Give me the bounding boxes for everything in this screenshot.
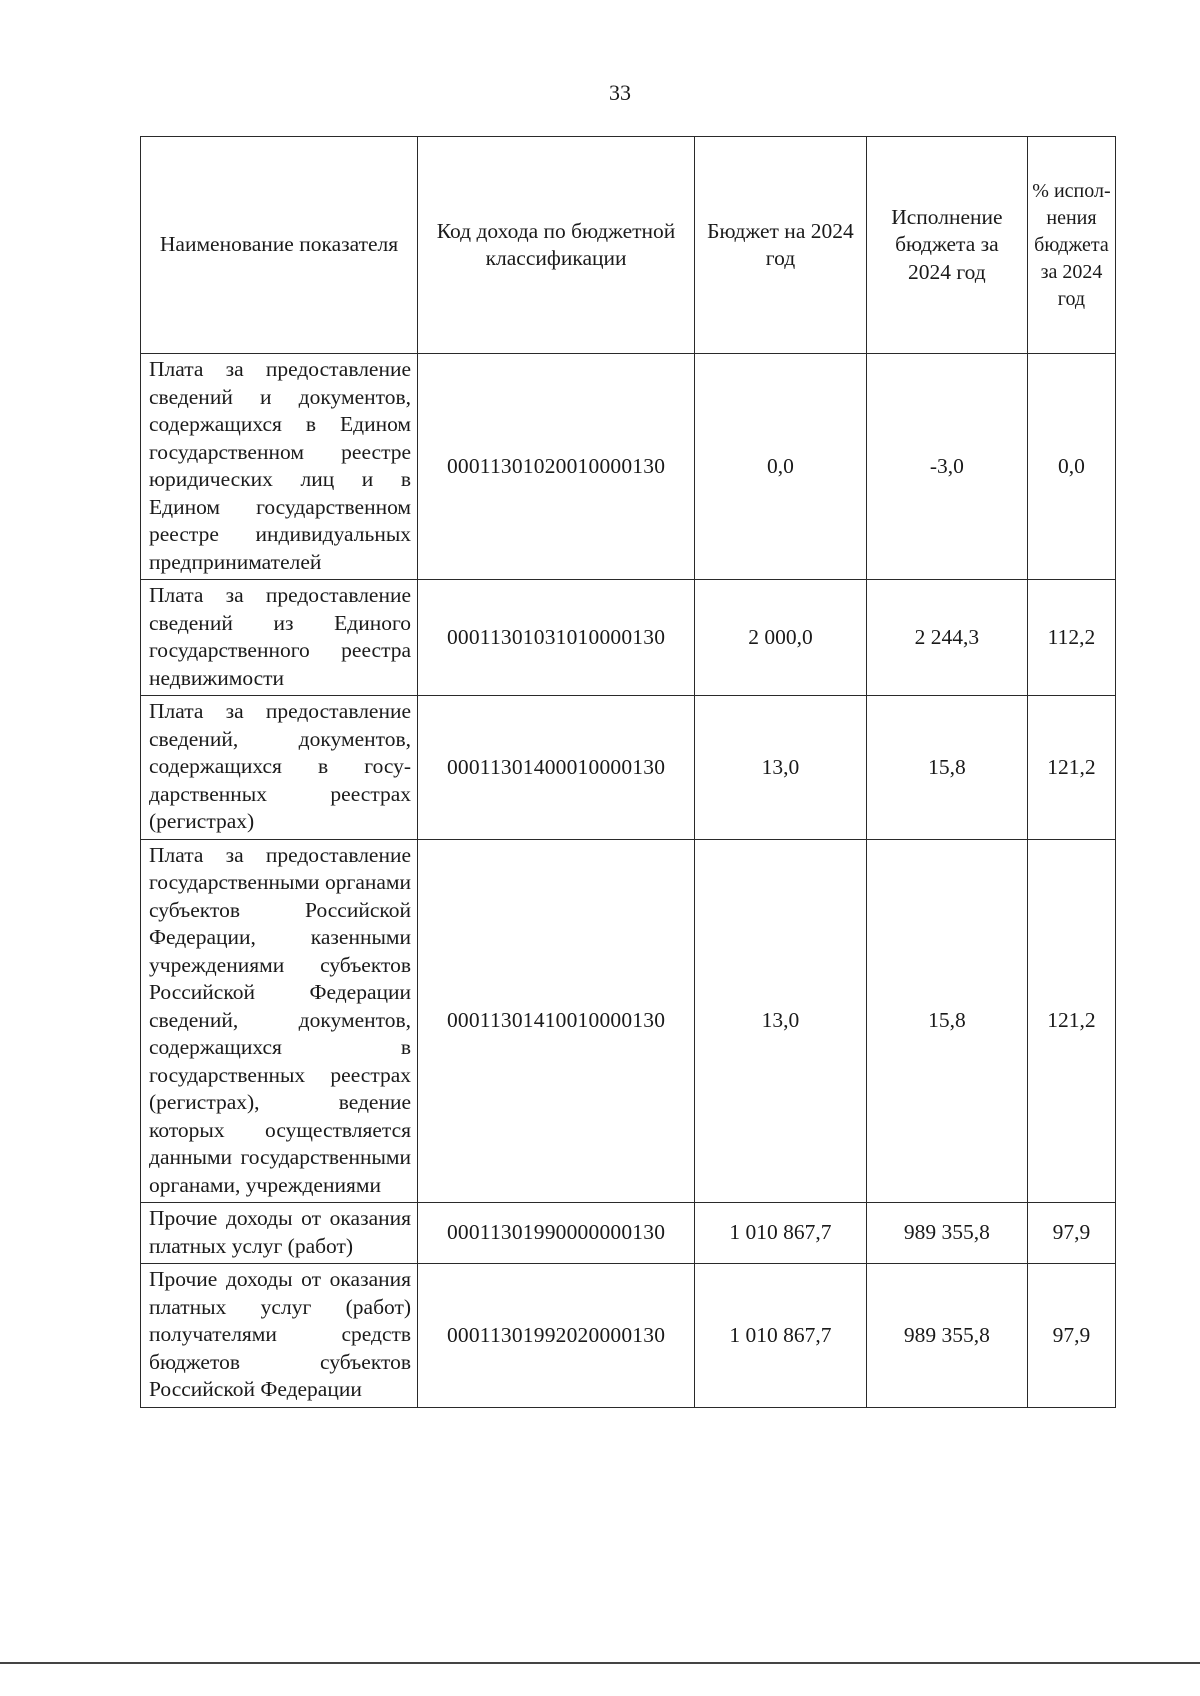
header-name: Наименование показателя — [141, 137, 418, 354]
row-name: Плата за предоставление сведений и документов, содержащихся в Едином государственном реестре юридических лиц и в Едином государственном реестре индивидуальных предпринимателей — [141, 354, 418, 580]
row-execution: 15,8 — [866, 839, 1027, 1203]
header-percent: % исполнения бюджета за 2024 год — [1027, 137, 1115, 354]
row-execution: 2 244,3 — [866, 580, 1027, 696]
row-budget: 0,0 — [695, 354, 867, 580]
row-code: 00011301031010000130 — [418, 580, 695, 696]
row-code: 00011301400010000130 — [418, 696, 695, 840]
header-execution: Исполнение бюджета за 2024 год — [866, 137, 1027, 354]
table-row — [141, 839, 1116, 1203]
row-percent: 97,9 — [1027, 1264, 1115, 1408]
table-row — [141, 696, 1116, 840]
row-execution: 989 355,8 — [866, 1264, 1027, 1408]
table-row — [141, 580, 1116, 696]
row-execution: 15,8 — [866, 696, 1027, 840]
row-budget: 2 000,0 — [695, 580, 867, 696]
table-row — [141, 1264, 1116, 1408]
revenue-table — [140, 136, 1116, 1408]
row-name: Плата за предоставление сведений из Единого государственного реестра недвижимости — [141, 580, 418, 696]
row-name: Плата за предоставление сведений, документов, содержащихся в государственных реестрах (регистрах) — [141, 696, 418, 840]
row-code: 00011301410010000130 — [418, 839, 695, 1203]
row-execution: -3,0 — [866, 354, 1027, 580]
row-budget: 1 010 867,7 — [695, 1264, 867, 1408]
row-code: 00011301990000000130 — [418, 1203, 695, 1264]
header-budget: Бюджет на 2024 год — [695, 137, 867, 354]
row-percent: 97,9 — [1027, 1203, 1115, 1264]
row-percent: 121,2 — [1027, 696, 1115, 840]
page-number: 33 — [609, 80, 631, 105]
row-budget: 1 010 867,7 — [695, 1203, 867, 1264]
row-code: 00011301020010000130 — [418, 354, 695, 580]
row-percent: 121,2 — [1027, 839, 1115, 1203]
row-percent: 0,0 — [1027, 354, 1115, 580]
row-budget: 13,0 — [695, 696, 867, 840]
page-bottom-divider — [0, 1662, 1200, 1664]
table-header-row — [141, 137, 1116, 354]
row-code: 00011301992020000130 — [418, 1264, 695, 1408]
header-code: Код дохода по бюджетной классификации — [418, 137, 695, 354]
row-percent: 112,2 — [1027, 580, 1115, 696]
row-name: Прочие доходы от оказания платных услуг (работ) получателями средств бюджетов субъектов Российской Федерации — [141, 1264, 418, 1408]
table-row — [141, 354, 1116, 580]
row-name: Плата за предоставление государственными органами субъектов Российской Федерации, казенными учреждениями субъектов Российской Федерации сведений, документов, содержащихся в государственных реестрах (регистрах), ведение которых осуществляется данными государственными органами, учреждениями — [141, 839, 418, 1203]
table-row — [141, 1203, 1116, 1264]
row-execution: 989 355,8 — [866, 1203, 1027, 1264]
row-name: Прочие доходы от оказания платных услуг (работ) — [141, 1203, 418, 1264]
row-budget: 13,0 — [695, 839, 867, 1203]
